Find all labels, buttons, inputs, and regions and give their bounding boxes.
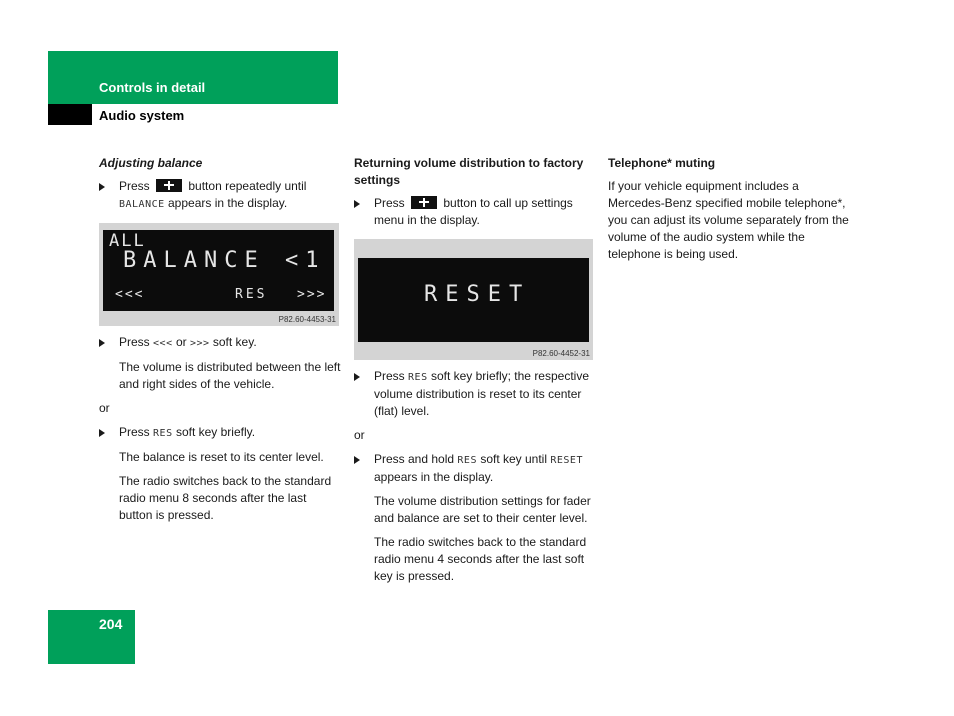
step-text: button to call up settings menu in the display. [374,196,573,227]
heading-telephone-muting: Telephone* muting [608,156,716,170]
bullet-icon [99,339,105,347]
paragraph: The volume distribution settings for fader and balance are set to their center level. [374,494,591,525]
bullet-icon [99,183,105,191]
lcd-line-reset: RESET [424,282,531,307]
step-text: appears in the display. [374,470,494,484]
step-text: Press and hold [374,452,455,466]
bullet-icon [354,373,360,381]
balance-display-figure [99,223,339,326]
step-text: Press [119,335,150,349]
step-text: soft key briefly; the respective volume distribution is reset to its center (flat) level. [374,369,590,418]
step-text: Press [374,196,405,210]
column-balance [99,155,341,531]
or-text: or [354,428,365,442]
column-reset [354,155,594,592]
display-code: RESET [550,455,583,466]
lcd-line-all: ALL [109,231,146,251]
step-press-arrows [99,334,341,352]
header-tab-marker [48,104,92,125]
reset-display-figure [354,239,593,360]
paragraph: The radio switches back to the standard radio menu 4 seconds after the last soft key is pressed. [374,535,587,583]
step-text: appears in the display. [168,196,288,210]
display-code: RES [457,455,477,466]
page-number-box [48,610,135,664]
step-text: soft key until [480,452,548,466]
lcd-screen [103,230,334,311]
bullet-icon [99,429,105,437]
step-press-button [354,195,594,229]
lcd-softkey-left: <<< [115,287,145,302]
section-header [48,51,338,104]
section-subtitle: Audio system [99,108,185,123]
display-code: BALANCE [119,199,165,210]
step-text: Press [119,425,150,439]
paragraph: If your vehicle equipment includes a Mercedes-Benz specified mobile telephone*, you can adjust its volume separately from the volume of the audio system while the telephone is being used. [608,179,849,261]
softkey-left-code: <<< [153,338,173,349]
lcd-softkey-right: >>> [297,287,327,302]
step-text: Press [119,179,150,193]
lcd-screen [358,258,589,342]
step-text: or [175,335,187,349]
step-text: soft key. [212,335,257,349]
four-way-button-icon [156,179,182,192]
step-press-button [99,178,341,213]
four-way-button-icon [411,196,437,209]
step-text: button repeatedly until [188,179,307,193]
column-telephone [608,155,858,270]
lcd-softkey-res: RES [235,287,268,302]
step-text: Press [374,369,405,383]
step-press-res [99,424,341,442]
bullet-icon [354,456,360,464]
display-code: RES [408,372,428,383]
paragraph: The radio switches back to the standard radio menu 8 seconds after the last button is pressed. [119,474,332,522]
section-title: Controls in detail [99,80,206,95]
figure-caption: P82.60-4452-31 [532,349,590,358]
lcd-line-balance: BALANCE <1 [123,248,326,273]
step-press-res [354,368,594,420]
bullet-icon [354,200,360,208]
step-text: soft key briefly. [175,425,256,439]
softkey-right-code: >>> [189,338,210,349]
page-number: 204 [99,616,123,632]
heading-adjusting-balance: Adjusting balance [99,156,203,170]
paragraph: The balance is reset to its center level. [119,450,324,464]
display-code: RES [153,428,173,439]
figure-caption: P82.60-4453-31 [278,315,336,324]
heading-returning-volume: Returning volume distribution to factory settings [354,156,584,187]
or-text: or [99,401,110,415]
paragraph: The volume is distributed between the left and right sides of the vehicle. [119,360,341,391]
step-press-hold-res [354,451,594,486]
